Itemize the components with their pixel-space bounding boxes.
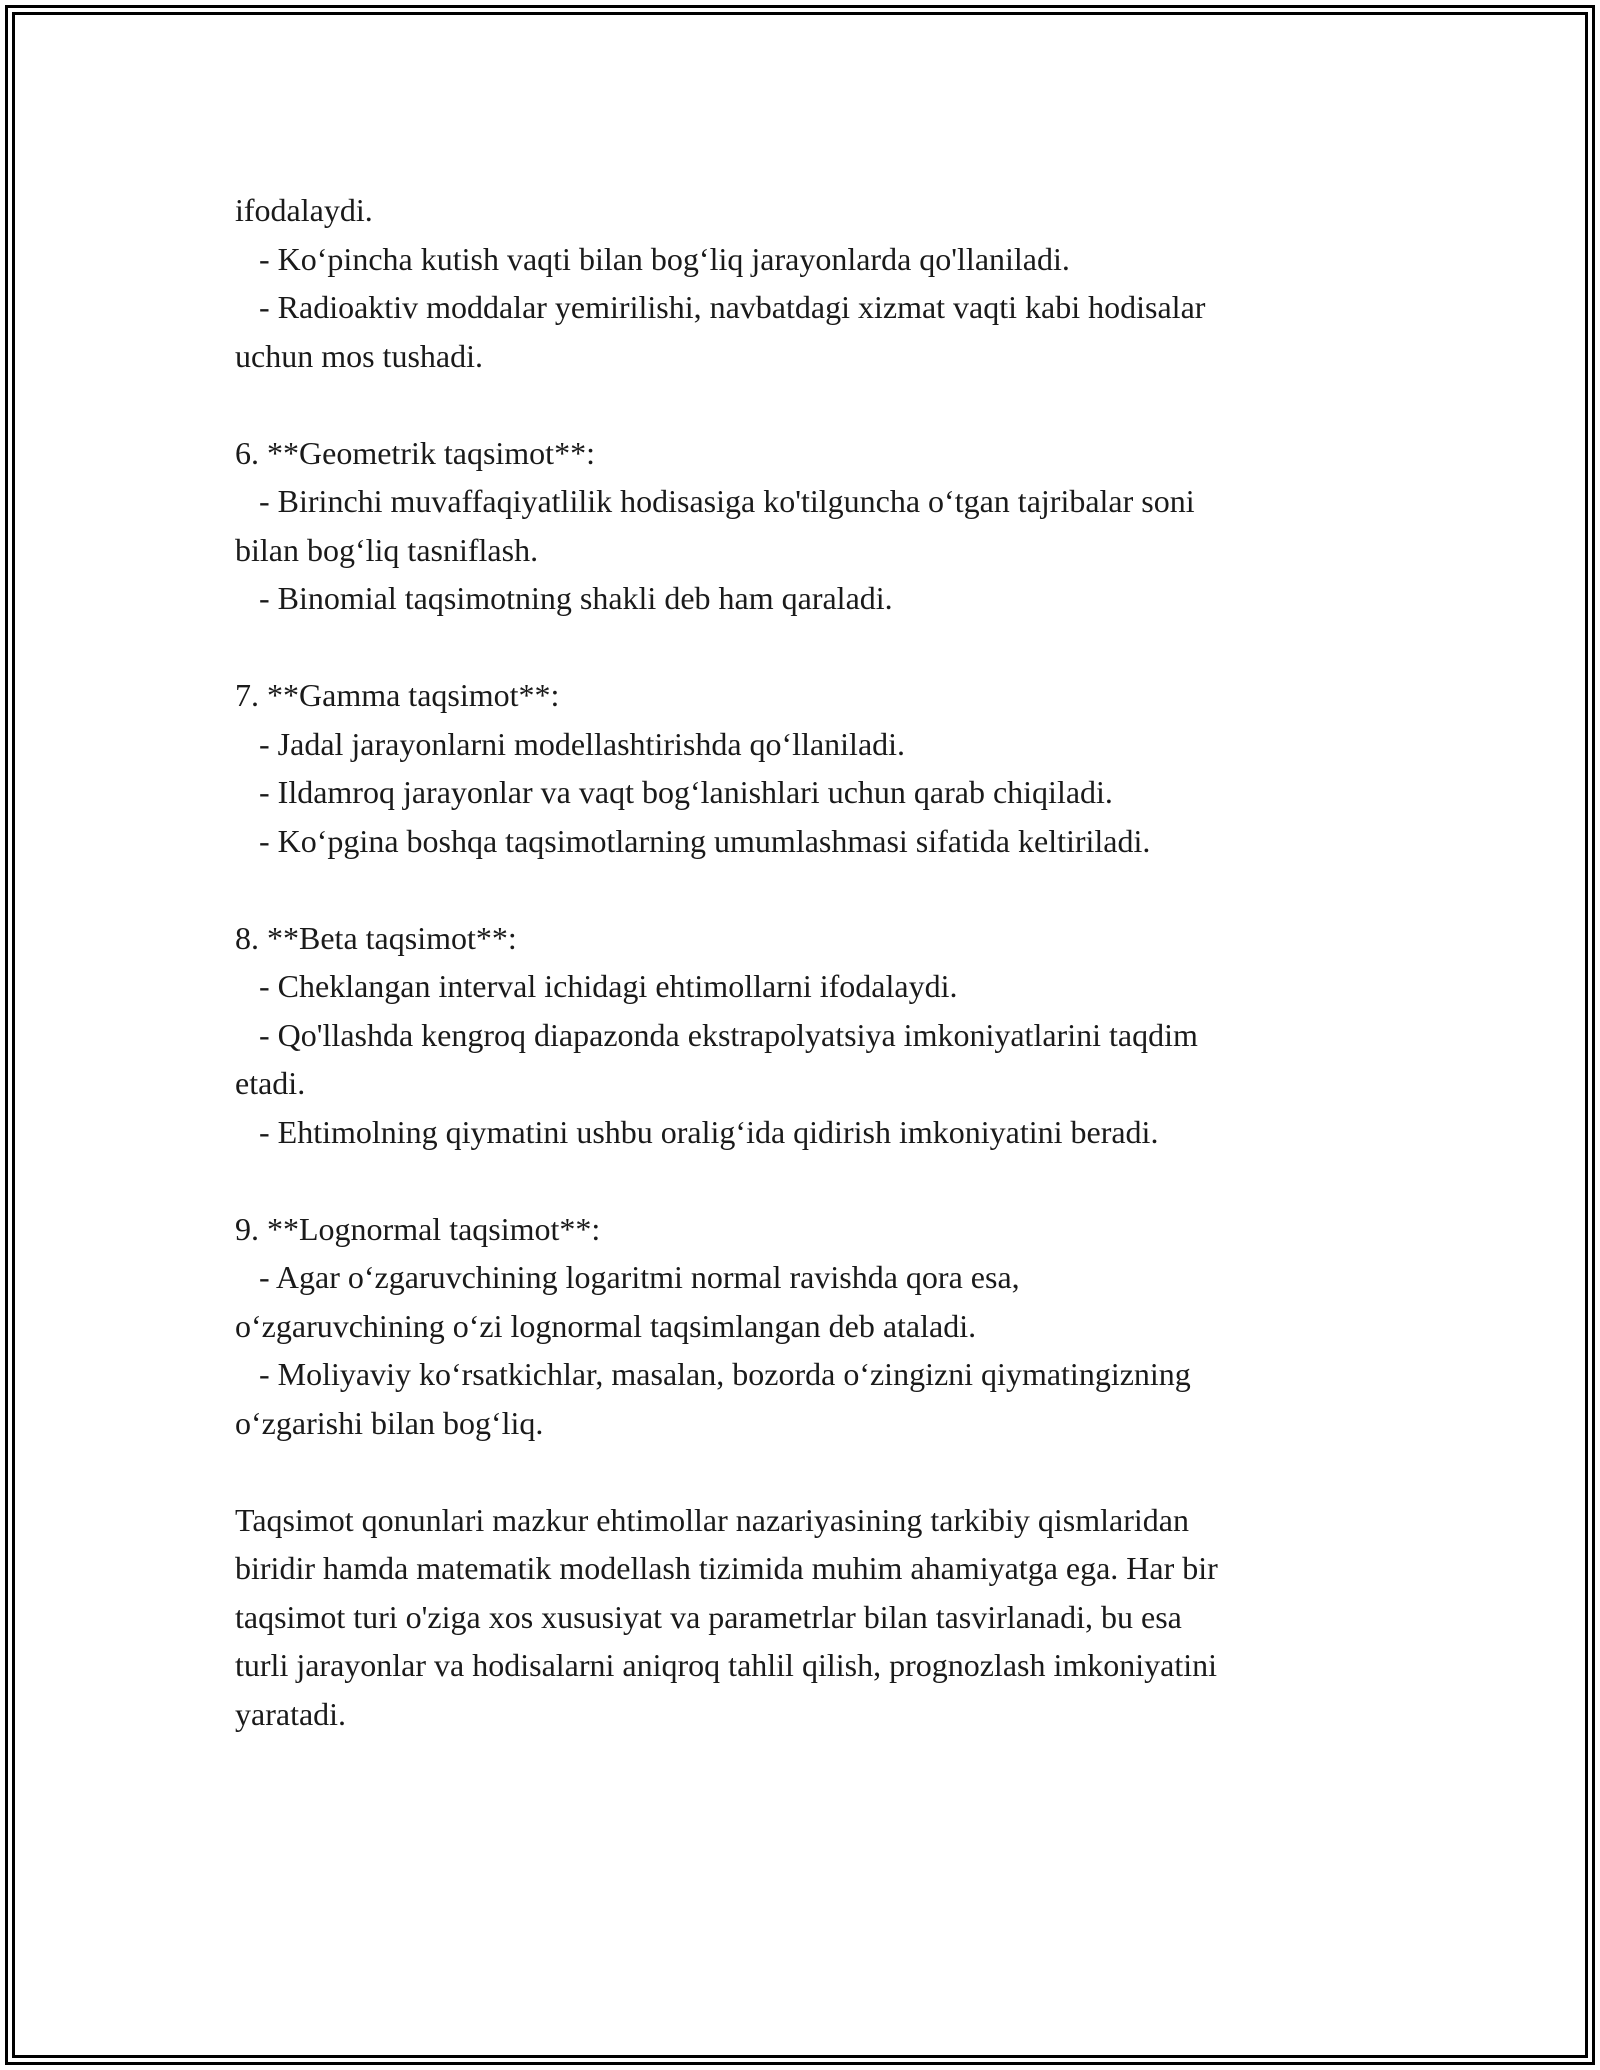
blank-line xyxy=(235,1156,1370,1205)
blank-line xyxy=(235,380,1370,429)
section-heading: 7. **Gamma taqsimot**: xyxy=(235,677,560,713)
text-line: - Ko‘pgina boshqa taqsimotlarning umumlashmasi sifatida keltiriladi. xyxy=(235,822,1151,859)
blank-line xyxy=(235,865,1370,914)
text-line: - Ko‘pincha kutish vaqti bilan bog‘liq jarayonlarda qo'llaniladi. xyxy=(235,240,1070,277)
text-line: etadi. xyxy=(235,1065,306,1101)
blank-line xyxy=(235,623,1370,672)
text-line: ifodalaydi. xyxy=(235,192,373,228)
text-line: - Ildamroq jarayonlar va vaqt bog‘lanishlari uchun qarab chiqiladi. xyxy=(235,774,1113,810)
text-line: - Agar o‘zgaruvchining logaritmi normal ravishda qora esa, xyxy=(235,1259,1020,1295)
text-line: - Jadal jarayonlarni modellashtirishda qo‘llaniladi. xyxy=(235,725,906,762)
text-line: - Cheklangan interval ichidagi ehtimollarni ifodalaydi. xyxy=(235,968,958,1004)
text-line: - Radioaktiv moddalar yemirilishi, navbatdagi xizmat vaqti kabi hodisalar xyxy=(235,289,1206,325)
text-line: bilan bog‘liq tasniflash. xyxy=(235,531,539,568)
text-line: - Moliyaviy ko‘rsatkichlar, masalan, bozorda o‘zingizni qiymatingizning xyxy=(235,1356,1191,1392)
text-line: o‘zgarishi bilan bog‘liq. xyxy=(235,1404,544,1441)
conclusion-line: Taqsimot qonunlari mazkur ehtimollar nazariyasining tarkibiy qismlaridan xyxy=(235,1501,1189,1538)
text-line: - Qo'llashda kengroq diapazonda ekstrapolyatsiya imkoniyatlarini taqdim xyxy=(235,1016,1198,1053)
section-heading: 8. **Beta taqsimot**: xyxy=(235,919,517,956)
text-line: - Birinchi muvaffaqiyatlilik hodisasiga ko'tilguncha o‘tgan tajribalar soni xyxy=(235,483,1195,519)
blank-line xyxy=(235,1447,1370,1496)
text-line: uchun mos tushadi. xyxy=(235,337,483,374)
text-line: - Ehtimolning qiymatini ushbu oralig‘ida qidirish imkoniyatini beradi. xyxy=(235,1113,1159,1150)
document-body xyxy=(235,186,1370,1738)
section-heading: 6. **Geometrik taqsimot**: xyxy=(235,434,595,471)
text-line: - Binomial taqsimotning shakli deb ham qaraladi. xyxy=(235,580,893,616)
conclusion-line: turli jarayonlar va hodisalarni aniqroq tahlil qilish, prognozlash imkoniyatini xyxy=(235,1647,1218,1683)
conclusion-line: biridir hamda matematik modellash tizimida muhim ahamiyatga ega. Har bir xyxy=(235,1550,1218,1586)
text-line: o‘zgaruvchining o‘zi lognormal taqsimlangan deb ataladi. xyxy=(235,1307,977,1344)
section-heading: 9. **Lognormal taqsimot**: xyxy=(235,1210,601,1247)
conclusion-line: taqsimot turi o'ziga xos xususiyat va parametrlar bilan tasvirlanadi, bu esa xyxy=(235,1598,1182,1635)
conclusion-line: yaratadi. xyxy=(235,1695,347,1732)
